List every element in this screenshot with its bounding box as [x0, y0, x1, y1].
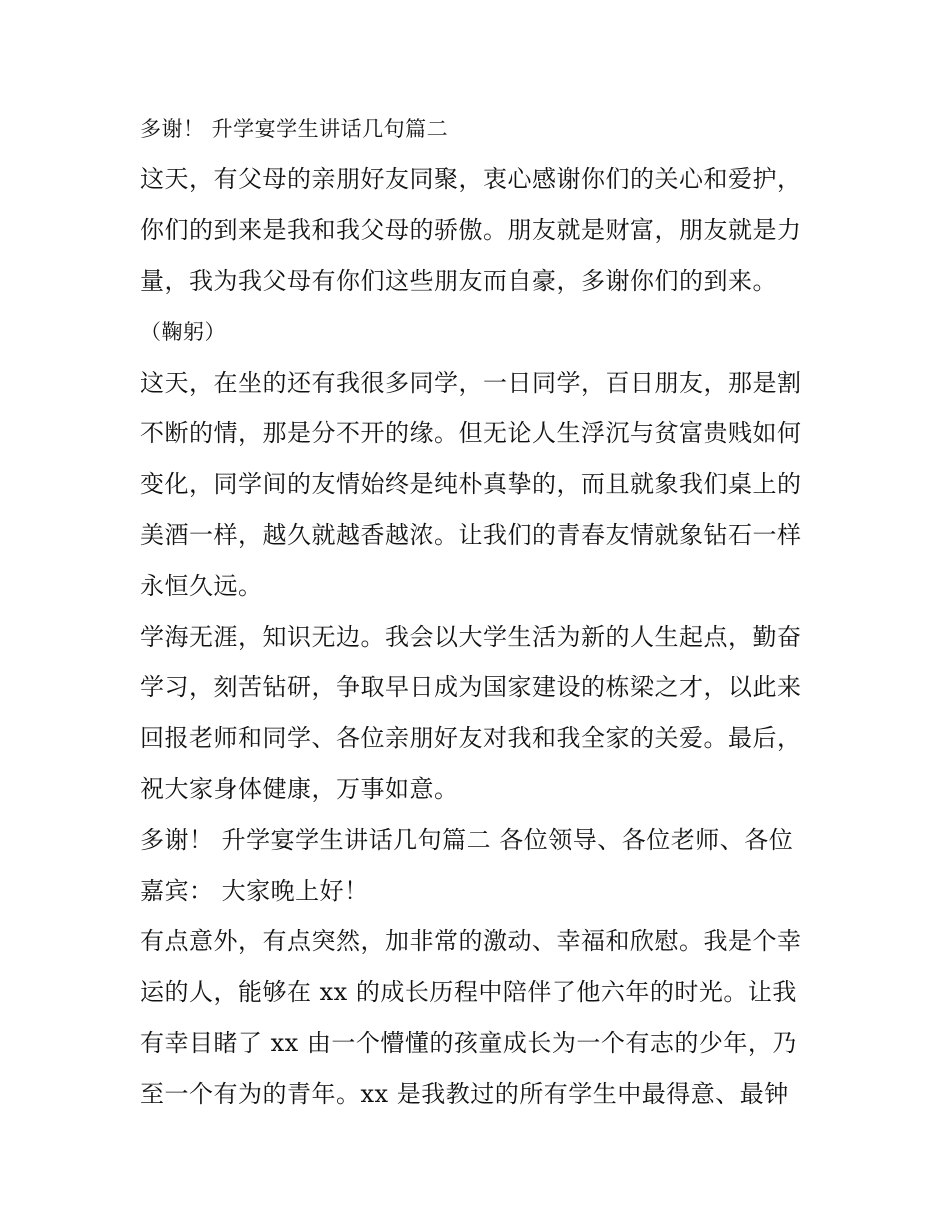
paragraph-line: 量，我为我父母有你们这些朋友而自豪，多谢你们的到来。 — [140, 267, 777, 295]
paragraph-line: 嘉宾： 大家晚上好！ — [140, 877, 369, 905]
paragraph-line: 至一个有为的青年。xx 是我教过的所有学生中最得意、最钟 — [140, 1080, 789, 1108]
paragraph-line: 运的人，能够在 xx 的成长历程中陪伴了他六年的时光。让我 — [140, 978, 797, 1006]
paragraph-line: 这天，在坐的还有我很多同学，一日同学，百日朋友，那是割 — [140, 369, 802, 397]
paragraph-line: （鞠躬） — [140, 320, 226, 344]
paragraph-line: 不断的情，那是分不开的缘。但无论人生浮沉与贫富贵贱如何 — [140, 419, 802, 447]
paragraph-line: 学习，刻苦钻研，争取早日成为国家建设的栋梁之才，以此来 — [140, 673, 802, 701]
paragraph-line: 回报老师和同学、各位亲朋好友对我和我全家的关爱。最后， — [140, 724, 802, 752]
paragraph-line: 永恒久远。 — [140, 572, 263, 600]
paragraph-line: 这天，有父母的亲朋好友同聚，衷心感谢你们的关心和爱护， — [140, 165, 802, 193]
section-heading: 多谢！ 升学宴学生讲话几句篇二 — [140, 117, 449, 141]
paragraph-line: 祝大家身体健康，万事如意。 — [140, 775, 459, 803]
paragraph-line: 你们的到来是我和我父母的骄傲。朋友就是财富，朋友就是力 — [140, 216, 802, 244]
paragraph-line: 有幸目睹了 xx 由一个懵懂的孩童成长为一个有志的少年，乃 — [140, 1029, 797, 1057]
paragraph-line: 变化，同学间的友情始终是纯朴真挚的，而且就象我们桌上的 — [140, 470, 802, 498]
paragraph-line: 美酒一样，越久就越香越浓。让我们的青春友情就象钻石一样 — [140, 521, 802, 549]
paragraph-line: 学海无涯，知识无边。我会以大学生活为新的人生起点，勤奋 — [140, 623, 802, 651]
paragraph-line: 有点意外，有点突然，加非常的激动、幸福和欣慰。我是个幸 — [140, 927, 802, 955]
paragraph-line: 多谢！ 升学宴学生讲话几句篇二 各位领导、各位老师、各位 — [140, 826, 794, 854]
